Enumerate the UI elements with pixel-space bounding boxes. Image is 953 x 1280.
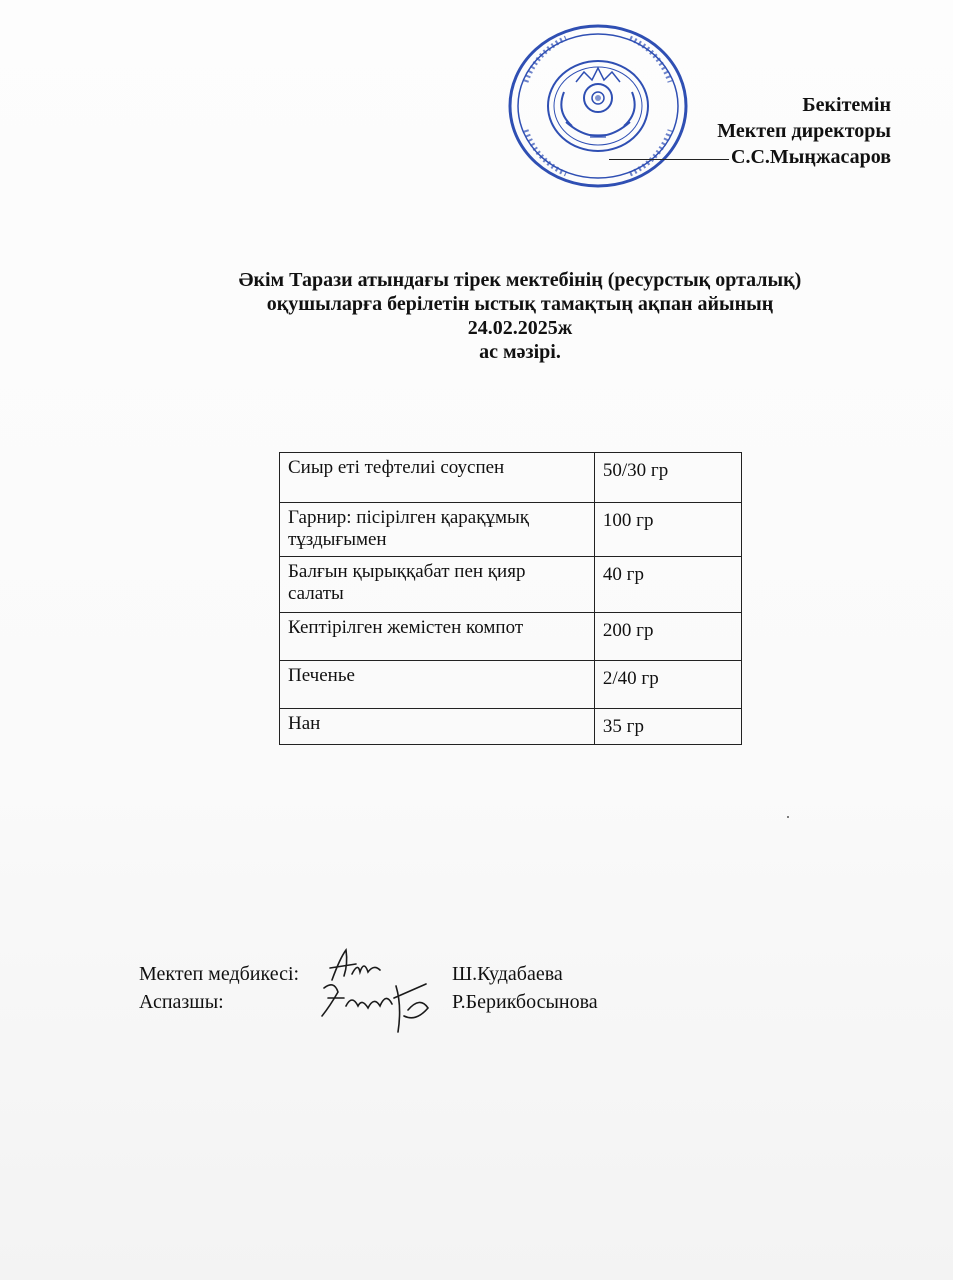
table-row [280, 661, 742, 709]
dish-amount: 50/30 гр [594, 453, 741, 503]
dish-amount: 200 гр [594, 613, 741, 661]
dish-amount: 100 гр [594, 503, 741, 557]
approval-heading: Бекітемін [802, 94, 891, 116]
dish-amount: 35 гр [594, 709, 741, 745]
title-line-2: оқушыларға берілетін ыстық тамақтың ақпан айының [266, 293, 774, 315]
dish-amount: 2/40 гр [594, 661, 741, 709]
director-name: С.С.Мыңжасаров [731, 146, 891, 168]
director-signature-line [609, 159, 729, 160]
approval-director-row [609, 144, 891, 170]
title-line-1: Әкім Тарази атындағы тірек мектебінің (ресурстық орталық) [238, 269, 802, 291]
approval-position: Мектеп директоры [717, 120, 891, 142]
table-row [280, 709, 742, 745]
stray-mark [787, 816, 789, 818]
dish-name: Печенье [280, 661, 595, 709]
title-date: 24.02.2025ж [467, 317, 573, 339]
approval-block [609, 92, 891, 170]
cook-handwritten-signature [316, 976, 436, 1040]
dish-name: Гарнир: пісірілген қарақұмық тұздығымен [280, 503, 595, 557]
title-line-4: ас мәзірі. [479, 341, 561, 363]
table-row [280, 613, 742, 661]
dish-name: Нан [280, 709, 595, 745]
document-title [120, 268, 920, 364]
dish-name: Сиыр еті тефтелиі соуспен [280, 453, 595, 503]
dish-name: Кептірілген жемістен компот [280, 613, 595, 661]
dish-name: Балғын қырыққабат пен қияр салаты [280, 557, 595, 613]
table-row [280, 557, 742, 613]
table-row [280, 503, 742, 557]
table-row [280, 453, 742, 503]
menu-table [279, 452, 742, 745]
cook-name: Р.Берикбосынова [452, 991, 598, 1013]
dish-amount: 40 гр [594, 557, 741, 613]
cook-role: Аспазшы: [139, 991, 224, 1013]
nurse-name: Ш.Кудабаева [452, 963, 563, 985]
nurse-role: Мектеп медбикесі: [139, 963, 300, 985]
